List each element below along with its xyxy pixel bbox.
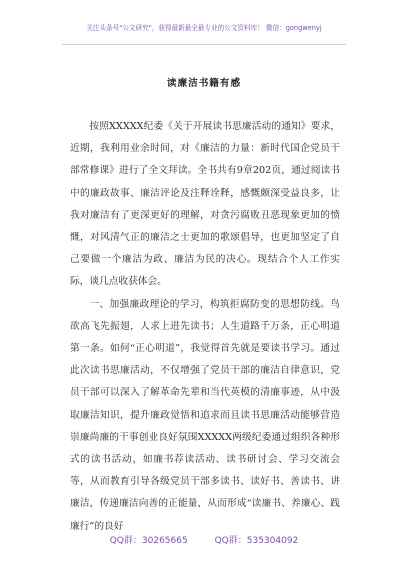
header-banner: 关注头条号"公文研究"，获得最新最全最专业的公文资料库！ 微信：gongwenyj	[86, 24, 322, 32]
header-divider	[62, 44, 346, 45]
paragraph-section-1: 一、加强廉政理论的学习，构筑拒腐防变的思想防线。鸟欲高飞先振翅，人求上进先读书；人生道路千万条，正心明道第一条。如何“正心明道”，我觉得首先就是要读书学习。通过此次读书思廉活动，不仅增强了党员干部的廉洁自律意识，党员干部可以深入了解革命先辈和当代英模的清廉事迹，从中汲取廉洁知识，提升廉政觉悟和追求而且读书思廉活动能够营造崇廉尚廉的干事创业良好氛围XXXXX两级纪委通过组织各种形式的读书活动，如廉书荐读活动、读书研讨会、学习交流会等，从而教育引导各级党员干部多读书、读好书、善读书、讲廉洁，传递廉洁向善的正能量，从而形成“读廉书、养廉心、践廉行”的良好	[70, 298, 340, 532]
paragraph-intro: 按照XXXXX纪委《关于开展读书思廉活动的通知》要求，近期，我利用业余时间，对《廉洁的力量：新时代国企党员干部常修课》进行了全文拜读。全书共有9章202页，通过阅读书中的廉政故事、廉洁评论及注释诠释，感慨颇深受益良多，让我对廉洁有了更深更好的理解，对贪污腐败丑恶现象更加的愤慨，对风清气正的廉洁之士更加的歌颂倡导，也更加坚定了自己要做一个廉洁为政、廉洁为民的决心。现结合个人工作实际，谈几点收获体会。	[70, 121, 340, 288]
footer-contact	[0, 533, 408, 546]
document-title: 读廉洁书籍有感	[166, 78, 242, 89]
footer-qq-group-2: QQ群：535304092	[214, 536, 299, 546]
document-body	[70, 116, 340, 538]
footer-qq-group-1: QQ群：30265665	[109, 536, 188, 546]
